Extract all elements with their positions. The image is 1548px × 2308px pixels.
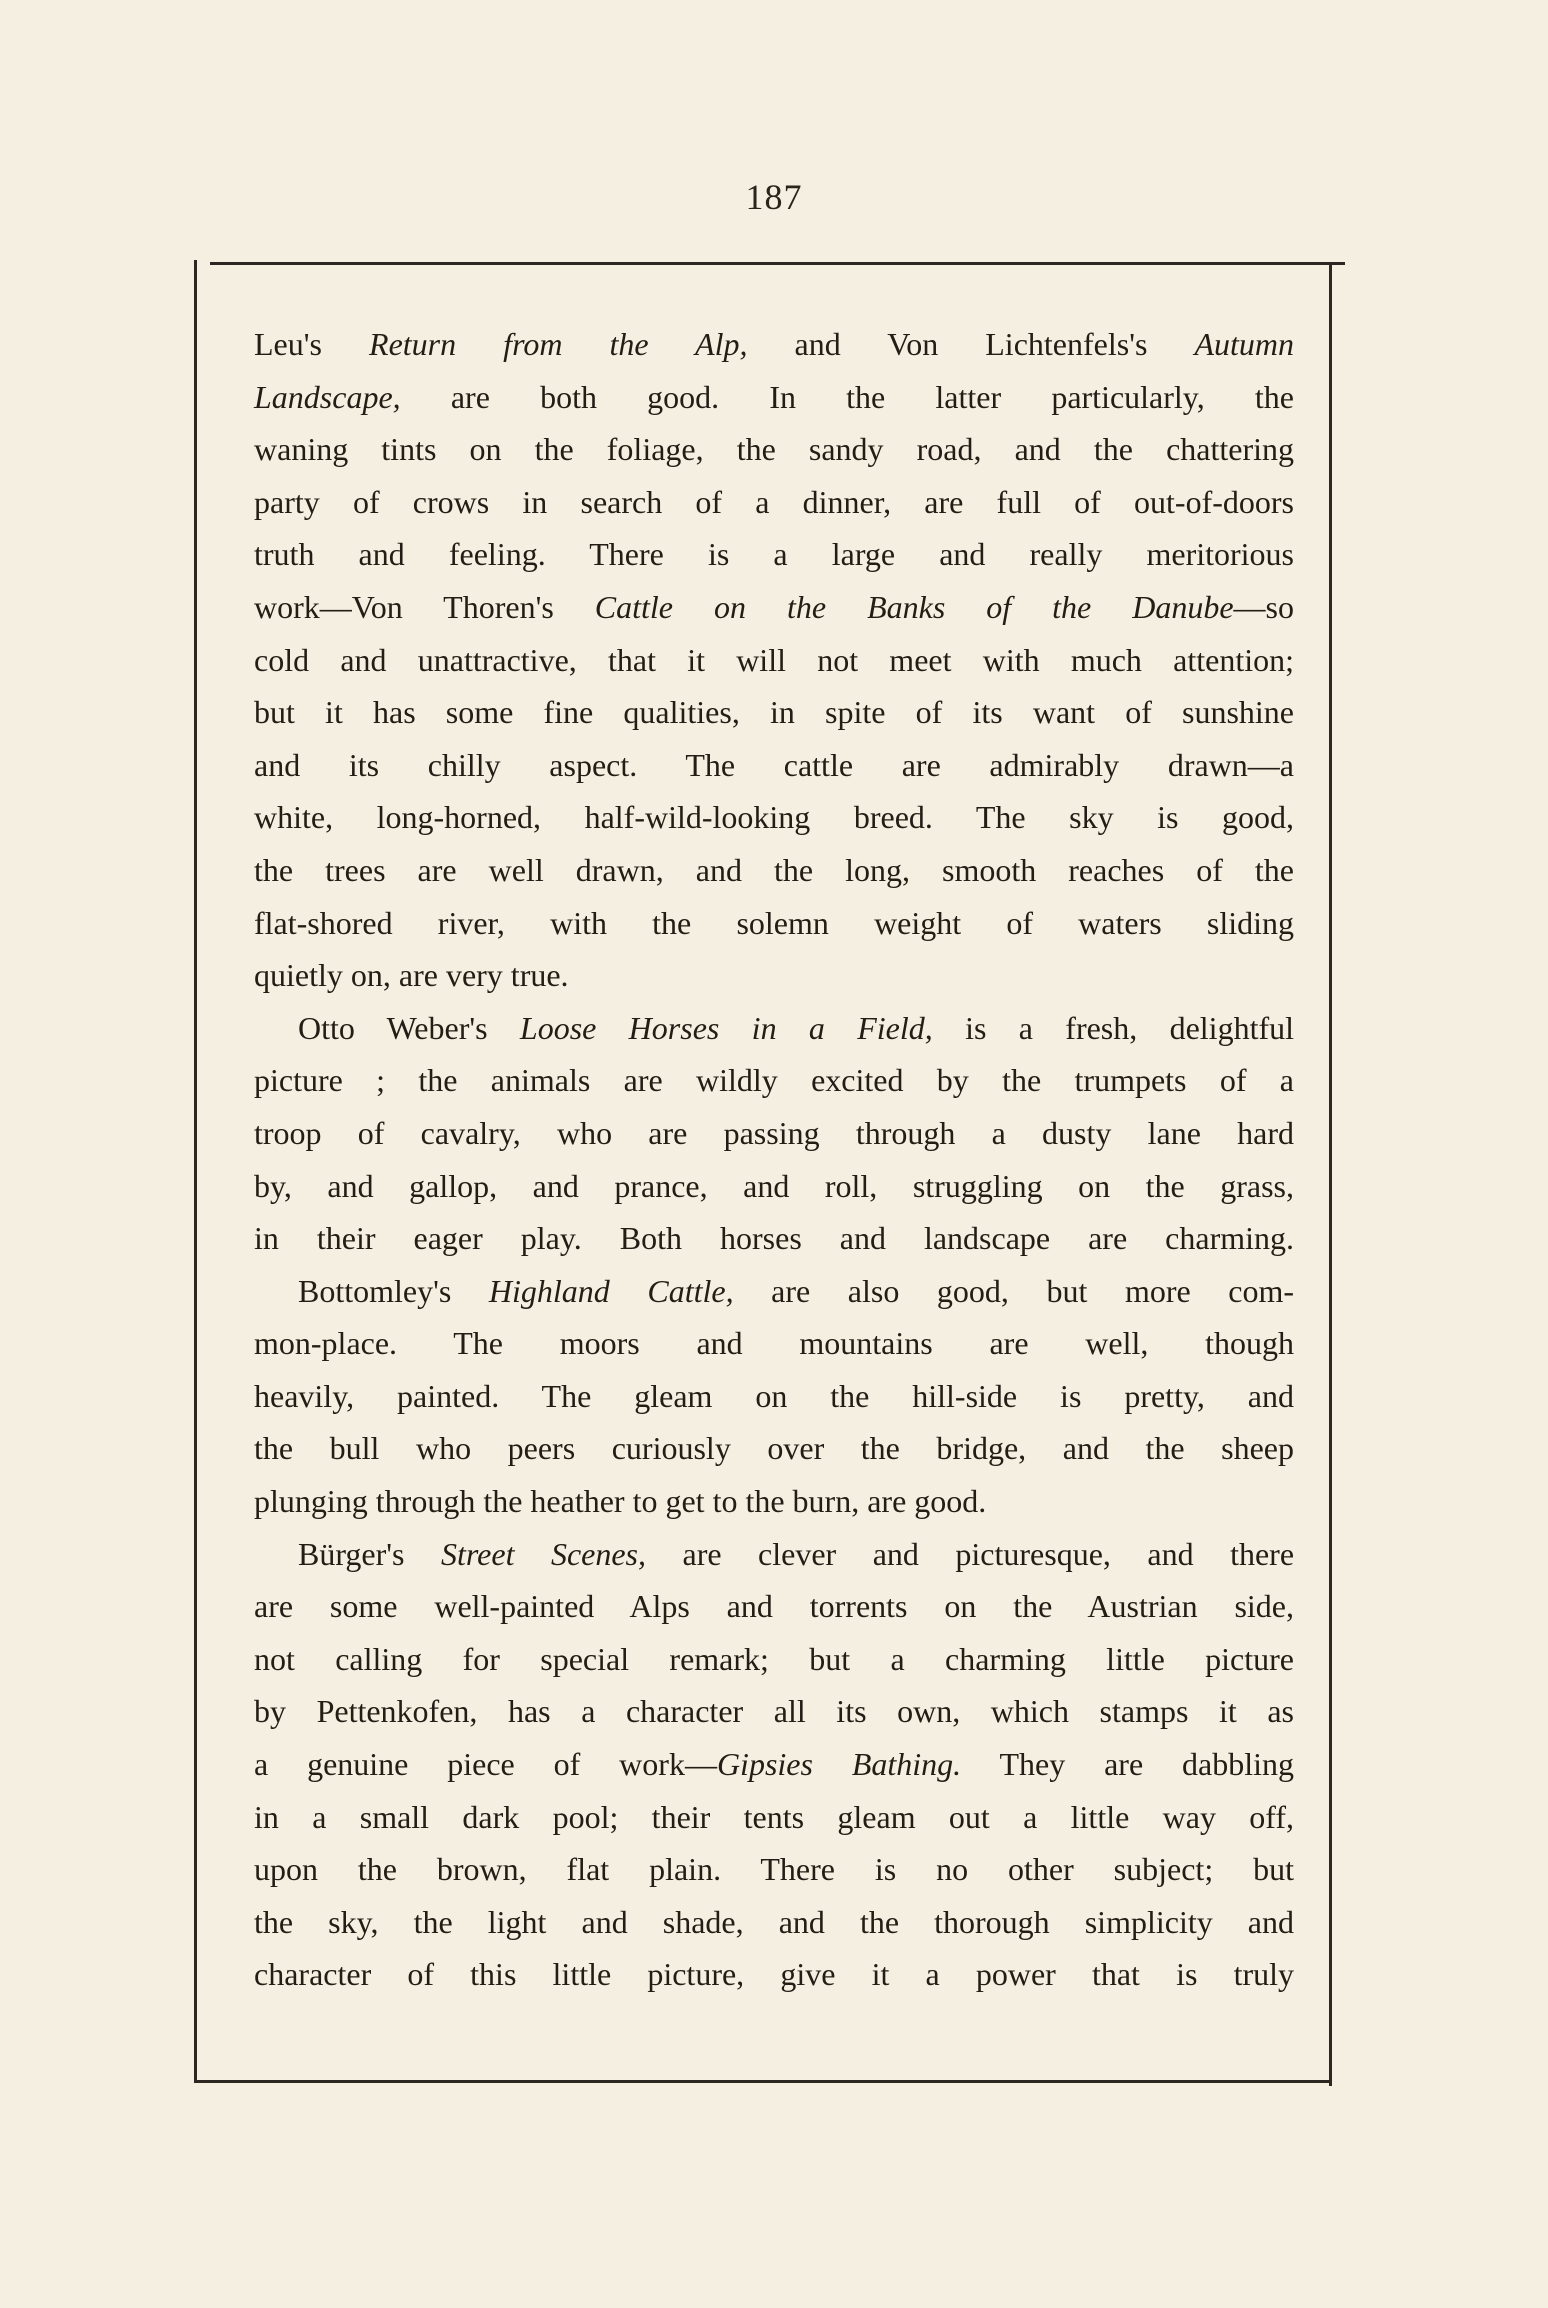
text-segment: Bürger's [298,1535,441,1572]
text-segment: white, long-horned, half-wild-looking breed. The sky is good, [254,799,1294,836]
text-line [254,371,1294,424]
text-line [254,634,1294,687]
text-line [254,1002,1294,1055]
text-line [254,1054,1294,1107]
body-text [254,318,1294,2001]
text-line [254,1633,1294,1686]
text-line [254,844,1294,897]
text-segment: Leu's [254,326,370,362]
text-segment: plunging through the heather to get to the burn, are good. [254,1483,987,1520]
text-segment: truth and feeling. There is a large and really meritorious [254,536,1294,573]
text-segment: in their eager play. Both horses and landscape are charming. [254,1220,1294,1257]
text-segment: the trees are well drawn, and the long, smooth reaches of the [254,851,1294,888]
text-line [254,1475,1294,1528]
text-segment: cold and unattractive, that it will not meet with much attention; [254,641,1294,678]
text-line [254,1265,1294,1318]
italic-title: Street Scenes, [441,1535,647,1572]
text-segment: but it has some fine qualities, in spite of its want of sunshine [254,694,1294,731]
text-line [254,1843,1294,1896]
italic-title: Loose Horses in a Field, [519,1009,933,1046]
text-line [254,739,1294,792]
text-segment: troop of cavalry, who are passing through a dusty lane hard [254,1114,1294,1151]
page-number: 187 [745,177,803,217]
text-segment: not calling for special remark; but a charming little picture [254,1640,1294,1677]
text-segment: the bull who peers curiously over the bridge, and the sheep [254,1430,1294,1467]
text-segment: They are dabbling [961,1746,1295,1783]
italic-title: Gipsies Bathing. [716,1746,962,1783]
text-segment: character of this little picture, give it a power that is truly [254,1956,1294,1993]
text-segment: is a fresh, delightful [932,1009,1294,1046]
text-segment: waning tints on the foliage, the sandy road, and the chattering [254,431,1294,468]
text-segment: are clever and picturesque, and there [646,1535,1295,1572]
text-segment: by, and gallop, and prance, and roll, struggling on the grass, [254,1167,1294,1204]
text-line [254,791,1294,844]
text-line [254,1317,1294,1370]
italic-title: Return from the Alp, [369,326,748,362]
text-line [254,1948,1294,2001]
text-line [254,897,1294,950]
italic-title: Cattle on the Banks of the Danube [594,588,1234,625]
text-line [254,1685,1294,1738]
text-segment: and Von Lichtenfels's [747,326,1195,362]
text-segment: mon-place. The moors and mountains are well, though [254,1325,1294,1362]
text-segment: work—Von Thoren's [254,588,595,625]
text-line [254,476,1294,529]
text-segment: by Pettenkofen, has a character all its own, which stamps it as [254,1693,1294,1730]
text-line [254,1107,1294,1160]
text-line [254,949,1294,1002]
text-line [254,1791,1294,1844]
text-segment: are some well-painted Alps and torrents on the Austrian side, [254,1588,1294,1625]
text-segment: are also good, but more com- [733,1272,1295,1309]
text-line [254,1738,1294,1791]
frame-right-rule [1329,262,1332,2086]
text-segment: flat-shored river, with the solemn weight of waters sliding [254,904,1294,941]
text-line [254,581,1294,634]
text-segment: —so [1233,588,1294,625]
text-line [254,1528,1294,1581]
text-segment: in a small dark pool; their tents gleam out a little way off, [254,1798,1294,1835]
text-line [254,423,1294,476]
text-line [254,1160,1294,1213]
text-segment: a genuine piece of work— [254,1746,717,1783]
text-line [254,318,1294,371]
text-segment: picture ; the animals are wildly excited by the trumpets of a [254,1062,1294,1099]
text-line [254,1370,1294,1423]
text-segment: party of crows in search of a dinner, are full of out-of-doors [254,483,1294,520]
text-line [254,1580,1294,1633]
text-segment: the sky, the light and shade, and the thorough simplicity and [254,1903,1294,1940]
text-line [254,528,1294,581]
italic-title: Landscape, [254,378,401,415]
text-line [254,1896,1294,1949]
text-line [254,686,1294,739]
text-segment: Bottomley's [298,1272,489,1309]
text-line [254,1212,1294,1265]
text-segment: are both good. In the latter particularly, the [400,378,1294,415]
text-segment: heavily, painted. The gleam on the hill-side is pretty, and [254,1377,1294,1414]
italic-title: Highland Cattle, [488,1272,734,1309]
frame-top-rule [210,262,1345,265]
text-segment: upon the brown, flat plain. There is no other subject; but [254,1851,1294,1888]
text-line [254,1422,1294,1475]
text-segment: quietly on, are very true. [254,957,569,994]
text-segment: and its chilly aspect. The cattle are admirably drawn—a [254,746,1294,783]
text-segment: Otto Weber's [298,1009,520,1046]
italic-title: Autumn [1194,326,1295,362]
